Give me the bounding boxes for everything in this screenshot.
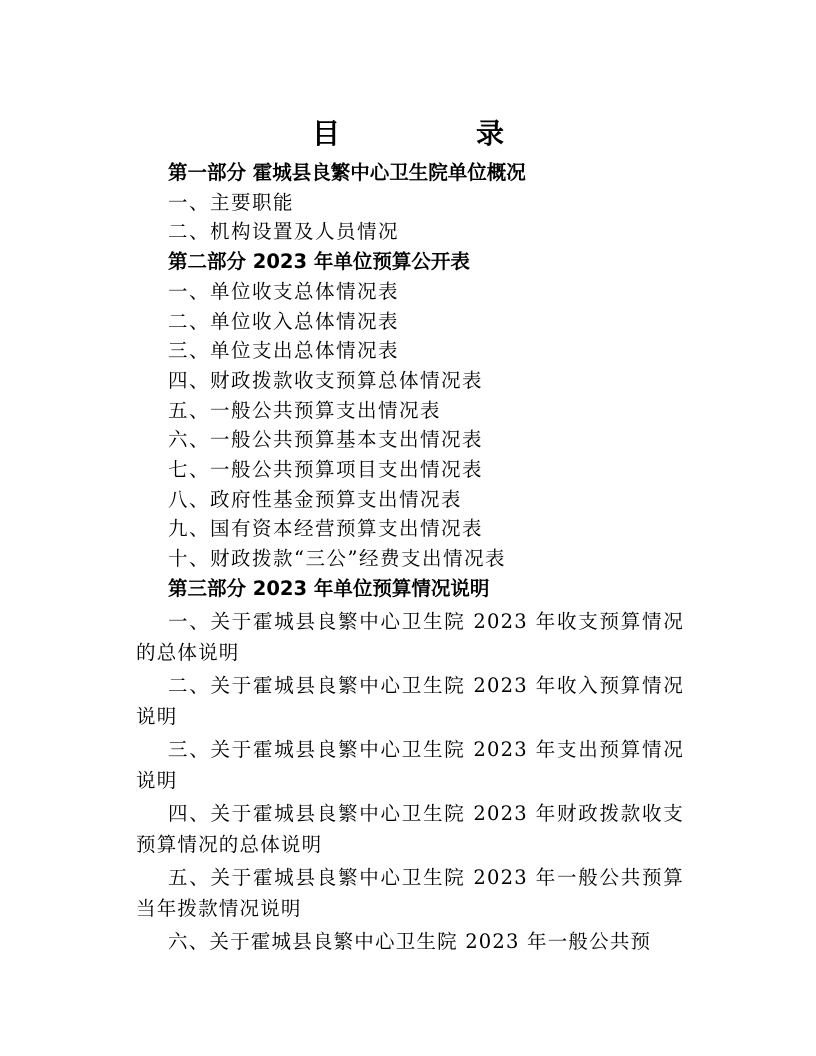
toc-item: 六、一般公共预算基本支出情况表	[168, 428, 484, 452]
toc-item: 四、财政拨款收支预算总体情况表	[168, 368, 484, 392]
part1-heading: 第一部分 霍城县良繁中心卫生院单位概况	[168, 161, 526, 184]
toc-item: 十、财政拨款“三公”经费支出情况表	[168, 547, 506, 571]
toc-item: 一、主要职能	[168, 190, 295, 214]
toc-item: 二、单位收入总体情况表	[168, 309, 400, 333]
toc-item: 九、国有资本经营预算支出情况表	[168, 517, 484, 541]
toc-item: 五、关于霍城县良繁中心卫生院 2023 年一般公共预算当年拨款情况说明	[136, 865, 684, 920]
toc-item: 四、关于霍城县良繁中心卫生院 2023 年财政拨款收支预算情况的总体说明	[136, 801, 684, 856]
toc-item: 八、政府性基金预算支出情况表	[168, 487, 463, 511]
toc-item: 五、一般公共预算支出情况表	[168, 398, 442, 422]
toc-title: 目 录	[311, 117, 558, 150]
toc-item: 一、关于霍城县良繁中心卫生院 2023 年收支预算情况的总体说明	[136, 609, 684, 664]
part2-heading: 第二部分 2023 年单位预算公开表	[168, 250, 470, 274]
toc-item: 二、关于霍城县良繁中心卫生院 2023 年收入预算情况说明	[136, 673, 684, 728]
toc-item: 二、机构设置及人员情况	[168, 220, 400, 244]
toc-item: 六、关于霍城县良繁中心卫生院 2023 年一般公共预	[168, 929, 652, 953]
toc-item: 三、关于霍城县良繁中心卫生院 2023 年支出预算情况说明	[136, 737, 684, 792]
toc-item: 七、一般公共预算项目支出情况表	[168, 458, 484, 482]
toc-item: 三、单位支出总体情况表	[168, 339, 400, 363]
table-of-contents	[136, 158, 684, 957]
part3-heading: 第三部分 2023 年单位预算情况说明	[168, 576, 490, 600]
toc-item: 一、单位收支总体情况表	[168, 279, 400, 303]
